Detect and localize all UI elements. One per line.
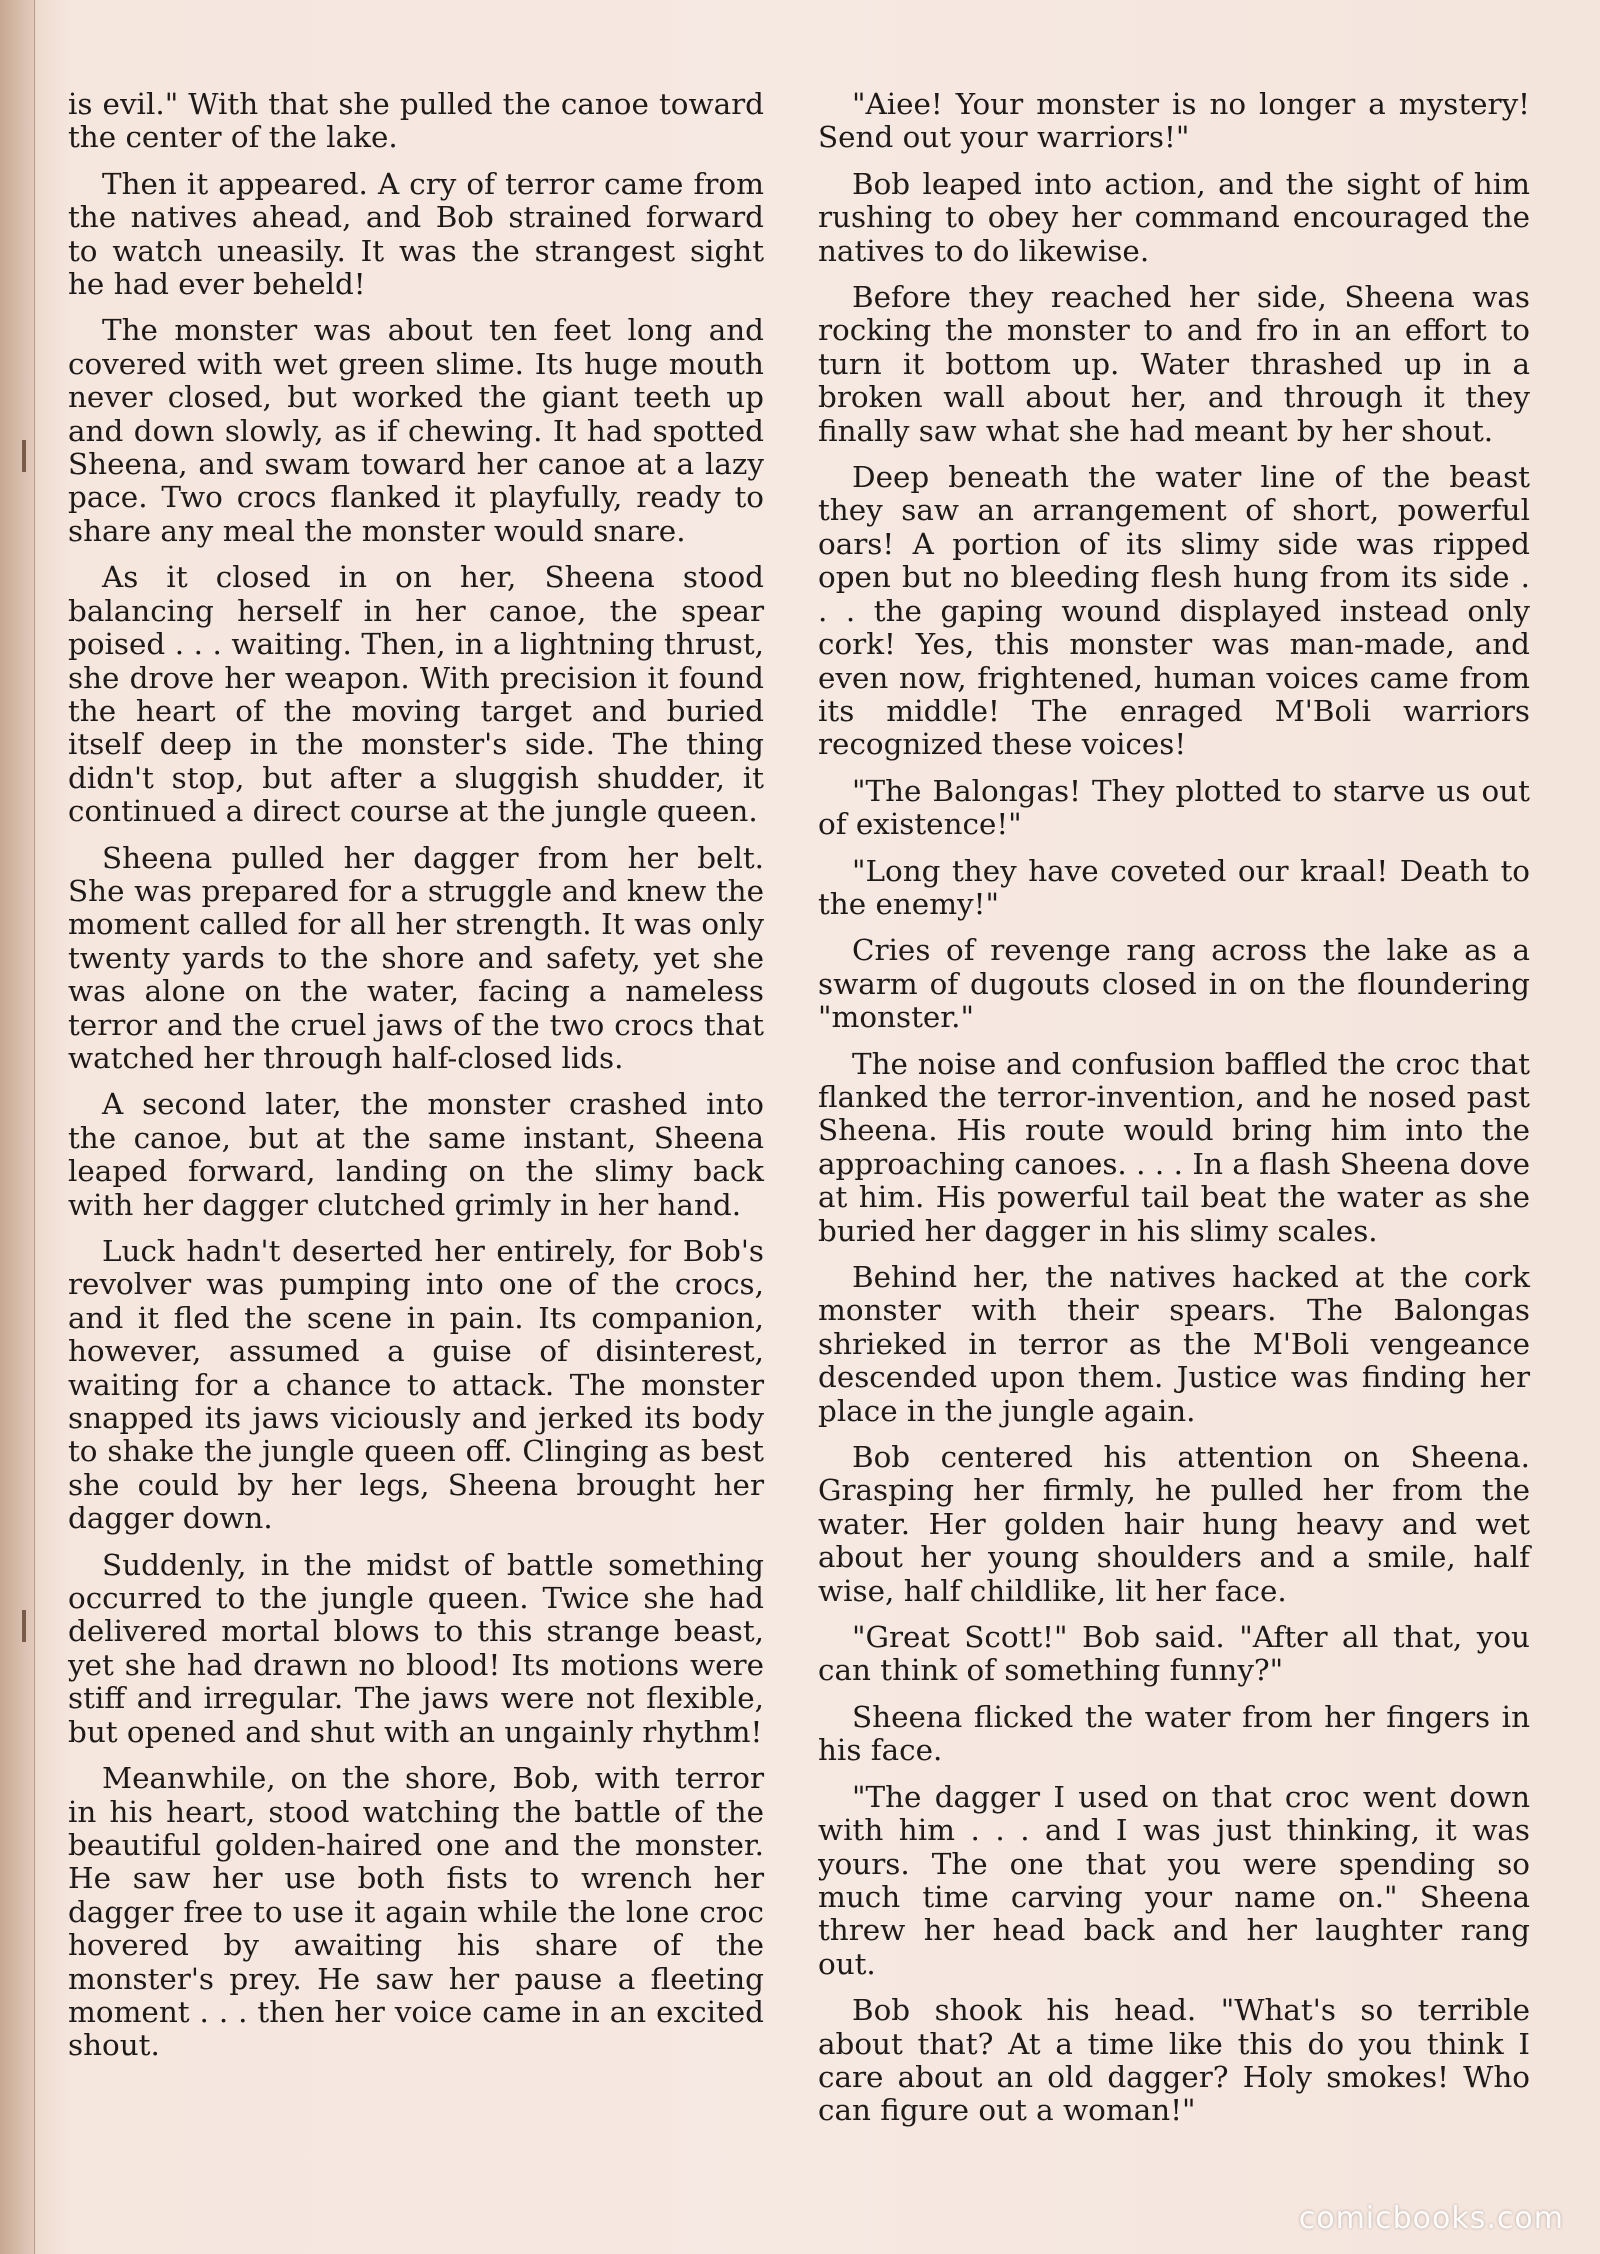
paragraph: "Great Scott!" Bob said. "After all that, you can think of something funny?" xyxy=(818,1620,1530,1688)
paragraph: The noise and confusion baffled the croc that flanked the terror-invention, and he nosed past Sheena. His route would bring him into the approaching canoes. . . . In a flash Sheena dove at him. His powerful tail beat the water as she buried her dagger in his slimy scales. xyxy=(818,1046,1530,1248)
paragraph: Before they reached her side, Sheena was rocking the monster to and fro in an effort to turn it bottom up. Water thrashed up in a broken wall about her, and through it they finally saw what she had meant by her shout. xyxy=(818,280,1530,448)
paragraph: is evil." With that she pulled the canoe toward the center of the lake. xyxy=(68,87,764,155)
paragraph: Meanwhile, on the shore, Bob, with terror in his heart, stood watching the battle of the beautiful golden-haired one and the monster. He saw her use both fists to wrench her dagger free to use it again while the lone croc hovered by awaiting his share of the monster's prey. He saw her pause a fleeting moment . . . then her voice came in an excited shout. xyxy=(68,1761,764,2063)
paragraph: Sheena pulled her dagger from her belt. She was prepared for a struggle and knew the moment called for all her strength. It was only twenty yards to the shore and safety, yet she was alone on the water, facing a nameless terror and the cruel jaws of the two crocs that watched her through half-closed lids. xyxy=(68,840,764,1075)
paragraph: Behind her, the natives hacked at the cork monster with their spears. The Balongas shrieked in terror as the M'Boli vengeance descended upon them. Justice was finding her place in the jungle again. xyxy=(818,1260,1530,1428)
staple-mark xyxy=(22,1610,26,1642)
watermark: comicbooks.com xyxy=(1298,2201,1564,2236)
paragraph: A second later, the monster crashed into the canoe, but at the same instant, Sheena leaped forward, landing on the slimy back with her dagger clutched grimly in her hand. xyxy=(68,1087,764,1222)
paragraph: Cries of revenge rang across the lake as a swarm of dugouts closed in on the floundering "monster." xyxy=(818,933,1530,1035)
paragraph: Deep beneath the water line of the beast they saw an arrangement of short, powerful oars! A portion of its slimy side was ripped open but no bleeding flesh hung from its side . . . the gaping wound displayed instead only cork! Yes, this monster was man-made, and even now, frightened, human voices came from its middle! The enraged M'Boli warriors recognized these voices! xyxy=(818,460,1530,762)
paragraph: "Aiee! Your monster is no longer a mystery! Send out your warriors!" xyxy=(818,87,1530,155)
paragraph: Suddenly, in the midst of battle something occurred to the jungle queen. Twice she had delivered mortal blows to this strange beast, yet she had drawn no blood! Its motions were stiff and irregular. The jaws were not flexible, but opened and shut with an ungainly rhythm! xyxy=(68,1547,764,1749)
paragraph: Luck hadn't deserted her entirely, for Bob's revolver was pumping into one of the crocs, and it fled the scene in pain. Its companion, however, assumed a guise of disinterest, waiting for a chance to attack. The monster snapped its jaws viciously and jerked its body to shake the jungle queen off. Clinging as best she could by her legs, Sheena brought her dagger down. xyxy=(68,1234,764,1536)
paragraph: The monster was about ten feet long and covered with wet green slime. Its huge mouth never closed, but worked the giant teeth up and down slowly, as if chewing. It had spotted Sheena, and swam toward her canoe at a lazy pace. Two crocs flanked it playfully, ready to share any meal the monster would snare. xyxy=(68,313,764,548)
staple-mark xyxy=(22,440,26,472)
left-text-column xyxy=(68,88,764,2076)
paragraph: Bob centered his attention on Sheena. Grasping her firmly, he pulled her from the water. Her golden hair hung heavy and wet about her young shoulders and a smile, half wise, half childlike, lit her face. xyxy=(818,1440,1530,1608)
paragraph: "The Balongas! They plotted to starve us out of existence!" xyxy=(818,773,1530,842)
paragraph: "The dagger I used on that croc went down with him . . . and I was just thinking, it was yours. The one that you were spending so much time carving your name on." Sheena threw her head back and her laughter rang out. xyxy=(818,1779,1530,1981)
right-text-column xyxy=(818,88,1530,2141)
paragraph: Sheena flicked the water from her fingers in his face. xyxy=(818,1699,1530,1768)
paragraph: Then it appeared. A cry of terror came from the natives ahead, and Bob strained forward to watch uneasily. It was the strangest sight he had ever beheld! xyxy=(68,166,764,302)
page-binding-edge xyxy=(0,0,35,2254)
paragraph: Bob shook his head. "What's so terrible about that? At a time like this do you think I care about an old dagger? Holy smokes! Who can figure out a woman!" xyxy=(818,1993,1530,2128)
paragraph: As it closed in on her, Sheena stood balancing herself in her canoe, the spear poised . . . waiting. Then, in a lightning thrust, she drove her weapon. With precision it found the heart of the moving target and buried itself deep in the monster's side. The thing didn't stop, but after a sluggish shudder, it continued a direct course at the jungle queen. xyxy=(68,560,764,829)
paragraph: Bob leaped into action, and the sight of him rushing to obey her command encouraged the natives to do likewise. xyxy=(818,166,1530,268)
paragraph: "Long they have coveted our kraal! Death to the enemy!" xyxy=(818,853,1530,921)
